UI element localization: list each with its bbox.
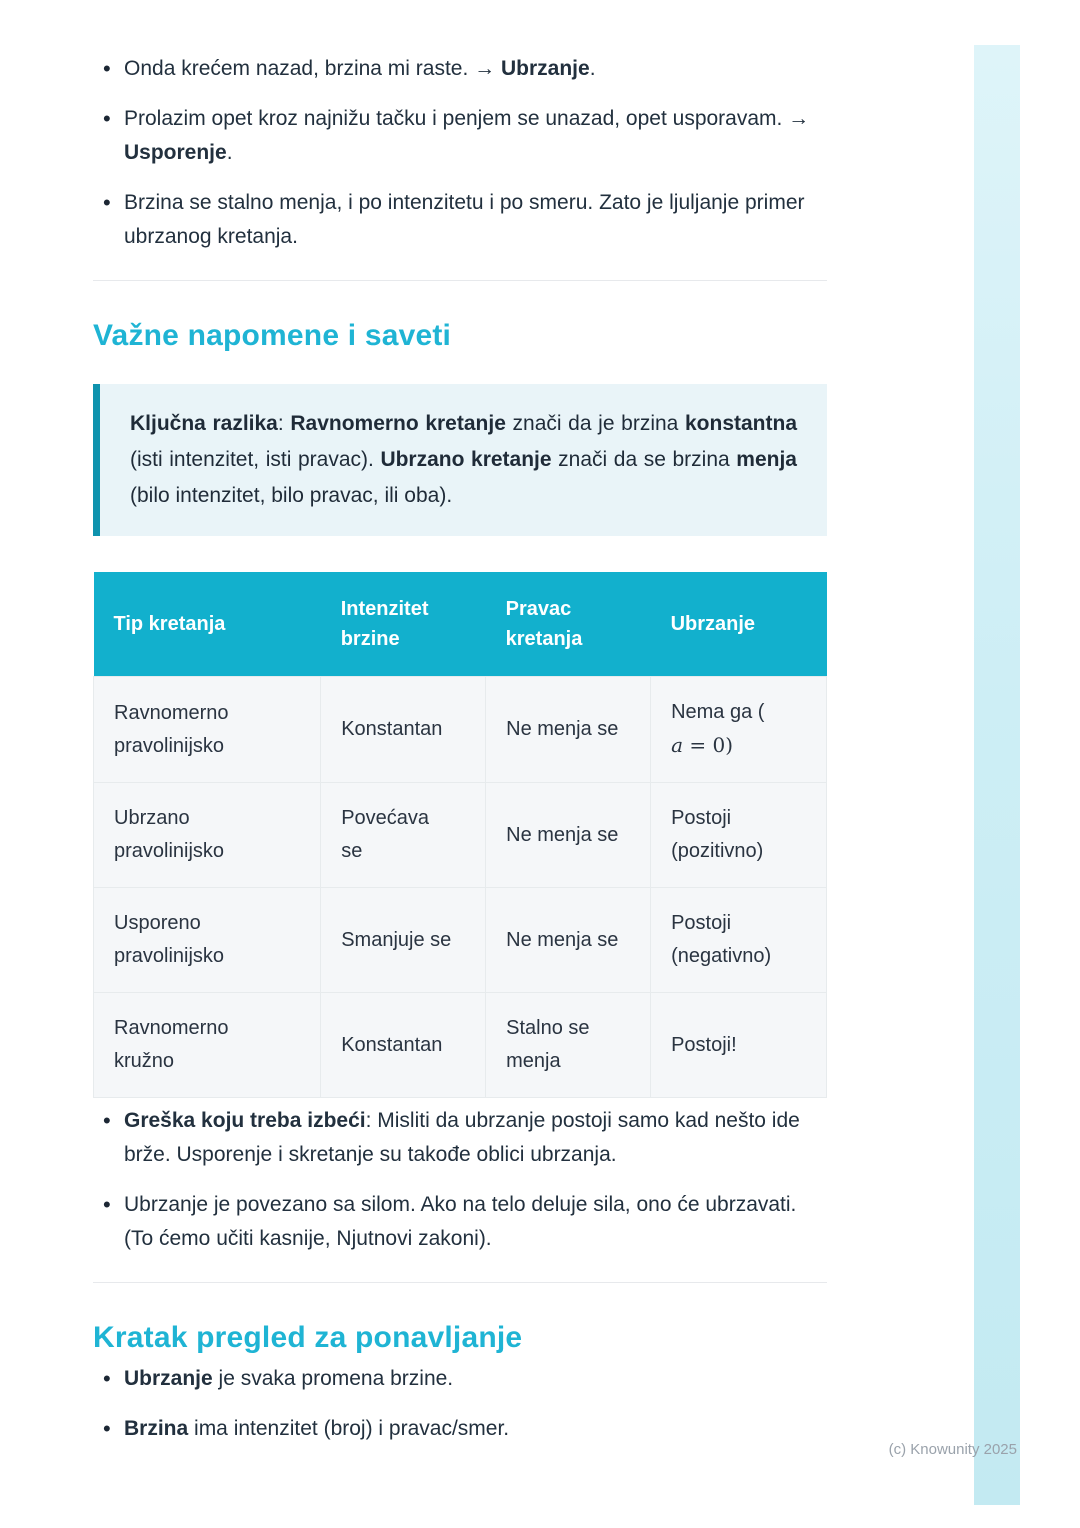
bullet-text: [124, 52, 827, 86]
bullet-text: [124, 102, 827, 170]
text-segment: Ubrzanje: [670, 613, 756, 635]
bullet-item: [93, 1412, 827, 1446]
table-cell: [486, 888, 651, 993]
text-segment: .: [589, 57, 596, 80]
text-segment: konstantna: [684, 412, 797, 435]
table-header-cell: [321, 572, 486, 677]
text-segment: Postoji: [671, 807, 732, 829]
bullet-text: [124, 1412, 827, 1446]
bullet-icon: •: [103, 56, 111, 81]
text-segment: Ravnomerno: [114, 1017, 229, 1039]
text-segment: (negativno): [671, 945, 772, 967]
table-cell: [651, 677, 827, 783]
table-body: [94, 677, 827, 1098]
table-cell: [651, 783, 827, 888]
text-segment: znači da se brzina: [551, 448, 737, 471]
text-segment: Intenzitet: [340, 598, 429, 620]
intro-bullet-list: [93, 52, 827, 254]
bullet-item: [93, 1104, 827, 1172]
bullet-item: [93, 1362, 827, 1396]
text-segment: Ravnomerno kretanje: [290, 412, 506, 435]
bullet-icon: •: [103, 1416, 111, 1441]
text-segment: kretanja: [505, 628, 583, 650]
text-segment: se: [341, 840, 363, 862]
text-segment: Pravac: [505, 598, 572, 620]
text-segment: Konstantan: [341, 1033, 443, 1056]
section-divider: [93, 1282, 827, 1283]
table-cell: [486, 993, 651, 1098]
text-segment: (bilo intenzitet, bilo pravac, ili oba).: [130, 484, 453, 507]
text-segment: Prolazim opet kroz najnižu tačku i penjem se unazad, opet usporavam. →: [124, 107, 810, 130]
table-row: [94, 677, 827, 783]
table-cell: [94, 993, 321, 1098]
review-bullet-list: [93, 1362, 827, 1446]
text-segment: pravolinijsko: [114, 840, 225, 862]
table-cell: [94, 677, 321, 783]
table-cell: [94, 888, 321, 993]
table-cell: [486, 783, 651, 888]
table-header-cell: [486, 572, 651, 677]
text-segment: Smanjuje se: [341, 928, 452, 951]
table-cell: [321, 677, 486, 783]
text-segment: Stalno se: [506, 1017, 590, 1039]
table-cell: [651, 993, 827, 1098]
text-segment: Greška koju treba izbeći: [124, 1109, 366, 1132]
bullet-item: [93, 102, 827, 170]
text-segment: ima intenzitet (broj) i pravac/smer.: [188, 1417, 510, 1440]
table-row: [94, 888, 827, 993]
table-cell: [486, 677, 651, 783]
text-segment: (pozitivno): [671, 840, 764, 862]
table-header-cell: [94, 572, 321, 677]
table-header-cell: [651, 572, 827, 677]
text-segment: Ubrzanje: [124, 1367, 213, 1390]
review-section-title: Kratak pregled za ponavljanje: [93, 1321, 523, 1354]
text-segment: pravolinijsko: [114, 945, 225, 967]
footer-credit: (c) Knowunity 2025: [888, 1441, 1017, 1458]
bullet-text: [124, 1104, 827, 1172]
text-segment: Povećava: [341, 807, 430, 829]
table-cell: [321, 993, 486, 1098]
bullet-text: [124, 1362, 827, 1396]
bullet-item: [93, 186, 827, 254]
text-segment: menja: [506, 1050, 561, 1072]
bullet-icon: •: [103, 1192, 111, 1217]
text-segment: Postoji!: [671, 1033, 737, 1056]
text-segment: Usporeno: [114, 912, 201, 934]
table-head: [94, 572, 827, 677]
bullet-item: [93, 1188, 827, 1256]
text-segment: Ubrzano kretanje: [380, 448, 552, 471]
text-segment: Ubrzanje je povezano sa silom. Ako na telo deluje sila, ono će ubrzavati. (To ćemo učiti kasnije, Njutnovi zakoni).: [124, 1193, 797, 1250]
text-segment: Ne menja se: [506, 928, 619, 951]
bullet-icon: •: [103, 1108, 111, 1133]
notes-bullet-list: [93, 1104, 827, 1256]
text-segment: Ubrzanje: [501, 57, 590, 80]
key-difference-callout: [93, 384, 827, 536]
text-segment: Postoji: [671, 912, 732, 934]
text-segment: Nema ga (: [671, 701, 765, 723]
table-row: [94, 993, 827, 1098]
text-segment: Onda krećem nazad, brzina mi raste. →: [124, 57, 501, 80]
bullet-item: [93, 52, 827, 86]
bullet-icon: •: [103, 1366, 111, 1391]
bullet-icon: •: [103, 190, 111, 215]
table-cell: [321, 783, 486, 888]
text-segment: brzine: [340, 628, 400, 650]
text-segment: menja: [736, 448, 797, 471]
text-segment: Ne menja se: [506, 718, 619, 740]
bullet-icon: •: [103, 106, 111, 131]
text-segment: je svaka promena brzine.: [212, 1367, 454, 1390]
text-segment: Brzina se stalno menja, i po intenzitetu i po smeru. Zato je ljuljanje primer ubrzanog kretanja.: [124, 191, 805, 248]
text-segment: (isti intenzitet, isti pravac).: [130, 448, 381, 471]
text-segment: kružno: [114, 1050, 175, 1072]
table-row: [94, 783, 827, 888]
text-segment: Tip kretanja: [113, 613, 226, 635]
text-segment: a: [671, 733, 683, 757]
notes-section-title: Važne napomene i saveti: [93, 319, 452, 352]
text-segment: = 0): [683, 733, 733, 757]
text-segment: Konstantan: [341, 718, 443, 740]
bullet-text: [124, 186, 827, 254]
table-cell: [321, 888, 486, 993]
bullet-text: [124, 1188, 827, 1256]
text-segment: :: [277, 412, 291, 435]
text-segment: : Misliti da ubrzanje postoji samo kad nešto ide brže. Usporenje i skretanje su takođe oblici ubrzanja.: [124, 1109, 800, 1166]
table-cell: [94, 783, 321, 888]
table-header-row: [94, 572, 827, 677]
text-segment: Ključna razlika: [130, 412, 278, 435]
text-segment: .: [226, 141, 233, 164]
text-segment: Ubrzano: [114, 807, 190, 829]
section-divider: [93, 280, 827, 281]
table-cell: [651, 888, 827, 993]
text-segment: Ne menja se: [506, 823, 619, 846]
text-segment: pravolinijsko: [114, 734, 225, 757]
text-segment: Usporenje: [124, 141, 227, 164]
text-segment: Brzina: [124, 1417, 189, 1440]
text-segment: Ravnomerno: [114, 701, 229, 724]
motion-types-table: [93, 572, 827, 1098]
text-segment: znači da je brzina: [505, 412, 685, 435]
